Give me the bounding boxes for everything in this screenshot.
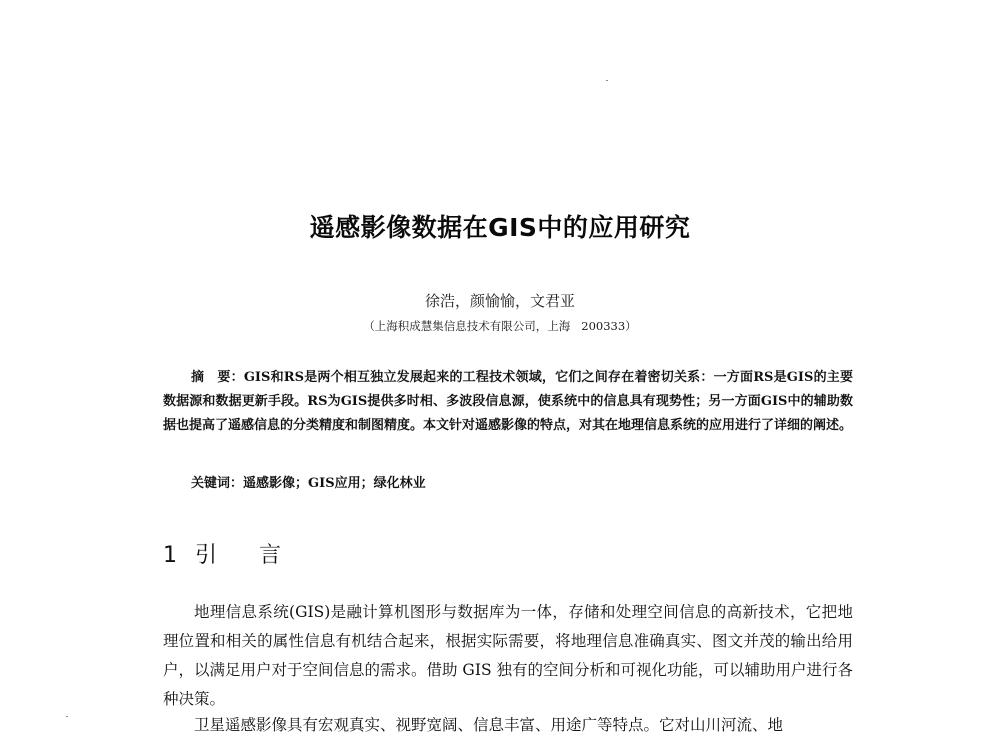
paper-affiliation: （上海积成慧集信息技术有限公司，上海 200333） bbox=[363, 319, 637, 333]
keywords-text: 遥感影像；GIS应用；绿化林业 bbox=[243, 476, 426, 491]
section-title-char-1: 引 bbox=[195, 543, 218, 568]
body-paragraph: 地理信息系统(GIS)是融计算机图形与数据库为一体，存储和处理空间信息的高新技术，它把地理位置和相关的属性信息有机结合起来，根据实际需要，将地理信息准确真实、图文并茂的输出给用户，以满足用户对于空间信息的需求。借助 GIS 独有的空间分析和可视化功能，可以辅助用户进行各种决策。 bbox=[163, 603, 853, 708]
keywords-line bbox=[191, 472, 426, 491]
scan-speck bbox=[66, 716, 68, 717]
scan-speck bbox=[606, 80, 608, 81]
abstract-block bbox=[163, 366, 853, 438]
paper-title: 遥感影像数据在GIS中的应用研究 bbox=[309, 213, 691, 242]
paper-authors: 徐浩，颜愉愉，文君亚 bbox=[424, 292, 575, 310]
abstract-text: GIS和RS是两个相互独立发展起来的工程技术领域，它们之间存在着密切关系：一方面RS是GIS的主要数据源和数据更新手段。RS为GIS提供多时相、多波段信息源，使系统中的信息具有现势性；另一方面GIS中的辅助数据也提高了遥感信息的分类精度和制图精度。本文针对遥感影像的特点，对其在地理信息系统的应用进行了详细的阐述。 bbox=[163, 370, 853, 433]
section-title-char-2: 言 bbox=[259, 543, 282, 568]
abstract-label: 摘 要： bbox=[191, 370, 244, 385]
keywords-label: 关键词： bbox=[191, 476, 244, 491]
body-paragraph: 卫星遥感影像具有宏观真实、视野宽阔、信息丰富、用途广等特点。它对山川河流、地 bbox=[194, 716, 784, 734]
section-number: 1 bbox=[163, 543, 177, 568]
section-heading-introduction bbox=[163, 538, 281, 569]
